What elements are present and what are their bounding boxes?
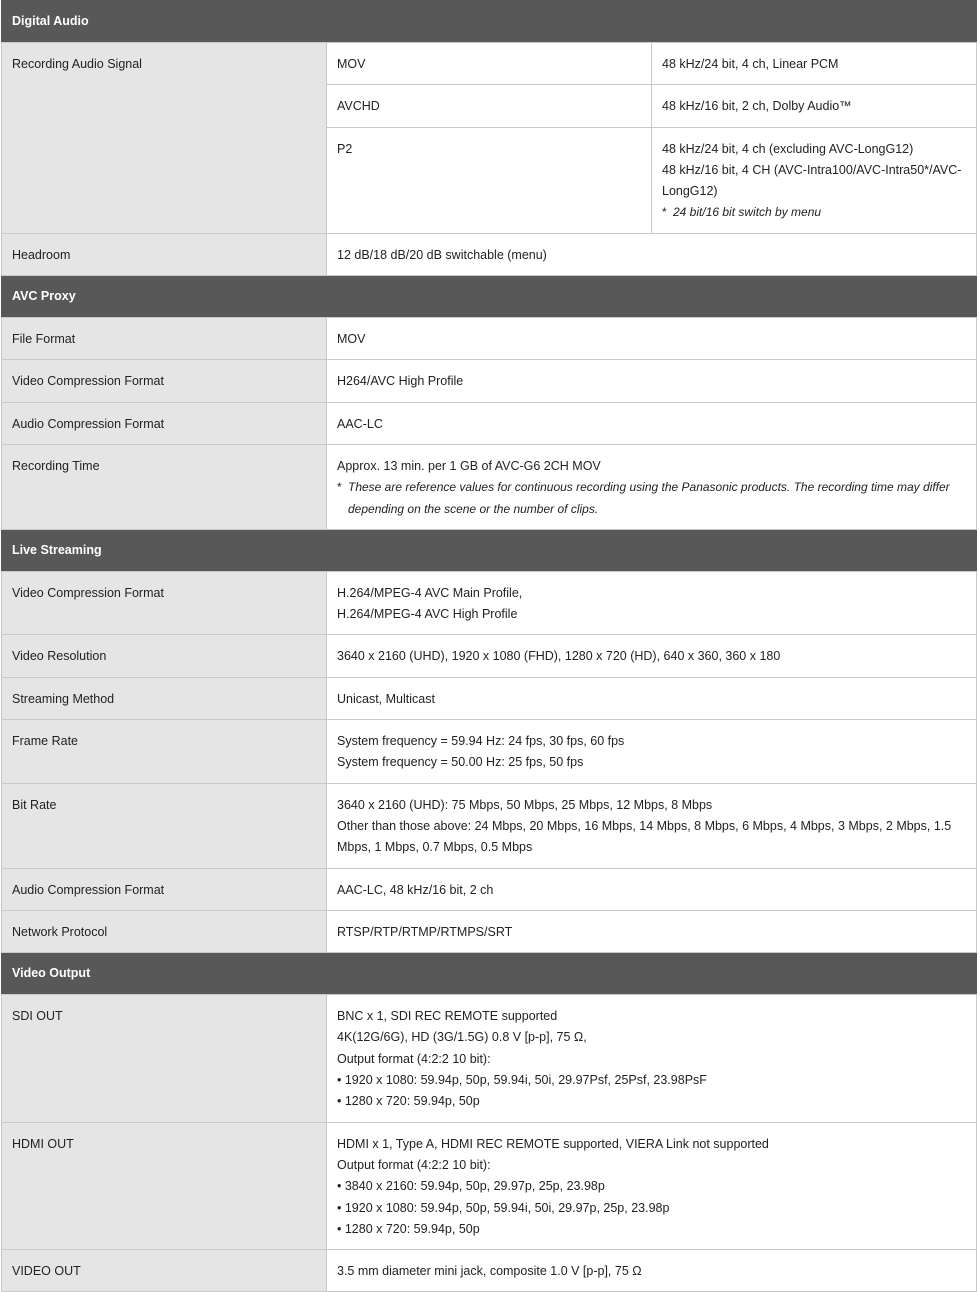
table-row (2, 677, 977, 719)
spec-value-bit-rate (327, 783, 977, 868)
spec-label-hdmi-out: HDMI OUT (2, 1122, 327, 1249)
spec-line: Other than those above: 24 Mbps, 20 Mbps, 16 Mbps, 14 Mbps, 8 Mbps, 6 Mbps, 4 Mbps, 3 Mbps, 2 Mbps, 1.5 Mbps, 1 Mbps, 0.7 Mbps, 0.5 Mbps (337, 818, 952, 855)
spec-value-video-out: 3.5 mm diameter mini jack, composite 1.0 V [p-p], 75 Ω (327, 1250, 977, 1292)
spec-line: • 1920 x 1080: 59.94p, 50p, 59.94i, 50i, 29.97p, 25p, 23.98p (337, 1200, 670, 1215)
spec-label-video-compression: Video Compression Format (2, 360, 327, 402)
spec-value-video-compression: H264/AVC High Profile (327, 360, 977, 402)
table-row (2, 868, 977, 910)
table-row (2, 444, 977, 529)
spec-value-mov: 48 kHz/24 bit, 4 ch, Linear PCM (652, 43, 977, 85)
spec-value-network-protocol: RTSP/RTP/RTMP/RTMPS/SRT (327, 910, 977, 952)
spec-label-sdi-out: SDI OUT (2, 995, 327, 1122)
spec-label-bit-rate: Bit Rate (2, 783, 327, 868)
spec-label-audio-compression: Audio Compression Format (2, 402, 327, 444)
section-header-row (2, 529, 977, 571)
section-header-row (2, 1, 977, 43)
spec-line: 48 kHz/16 bit, 4 CH (AVC-Intra100/AVC-Intra50*/AVC-LongG12) (662, 162, 962, 199)
spec-line: 4K(12G/6G), HD (3G/1.5G) 0.8 V [p-p], 75 Ω, (337, 1030, 587, 1045)
spec-table (1, 0, 977, 1292)
spec-label-video-compression: Video Compression Format (2, 571, 327, 635)
spec-label-video-out: VIDEO OUT (2, 1250, 327, 1292)
table-row (2, 995, 977, 1122)
spec-label-recording-audio-signal: Recording Audio Signal (2, 43, 327, 234)
spec-label-frame-rate: Frame Rate (2, 720, 327, 784)
table-row (2, 1122, 977, 1249)
note-mark: * (662, 205, 667, 220)
spec-note (662, 202, 966, 223)
spec-value-file-format: MOV (327, 318, 977, 360)
table-row (2, 635, 977, 677)
spec-line: Output format (4:2:2 10 bit): (337, 1157, 491, 1172)
table-row (2, 318, 977, 360)
note-text: 24 bit/16 bit switch by menu (673, 205, 822, 220)
spec-label-network-protocol: Network Protocol (2, 910, 327, 952)
spec-line: Output format (4:2:2 10 bit): (337, 1051, 491, 1066)
note-mark: * (337, 480, 342, 495)
section-title-avc-proxy: AVC Proxy (2, 276, 977, 318)
table-row (2, 43, 977, 85)
spec-line: System frequency = 59.94 Hz: 24 fps, 30 fps, 60 fps (337, 734, 625, 749)
spec-value-audio-compression: AAC-LC, 48 kHz/16 bit, 2 ch (327, 868, 977, 910)
table-row (2, 360, 977, 402)
table-row (2, 571, 977, 635)
section-header-row (2, 953, 977, 995)
table-row (2, 402, 977, 444)
spec-value-audio-compression: AAC-LC (327, 402, 977, 444)
spec-sublabel-p2: P2 (327, 127, 652, 233)
spec-label-streaming-method: Streaming Method (2, 677, 327, 719)
table-row (2, 910, 977, 952)
spec-value-recording-time (327, 444, 977, 529)
spec-note (337, 477, 966, 520)
spec-value-frame-rate (327, 720, 977, 784)
section-title-digital-audio: Digital Audio (2, 1, 977, 43)
spec-label-headroom: Headroom (2, 233, 327, 275)
spec-value-streaming-method: Unicast, Multicast (327, 677, 977, 719)
spec-value-headroom: 12 dB/18 dB/20 dB switchable (menu) (327, 233, 977, 275)
spec-value-sdi-out (327, 995, 977, 1122)
spec-line: BNC x 1, SDI REC REMOTE supported (337, 1009, 558, 1024)
spec-value-video-compression (327, 571, 977, 635)
section-header-row (2, 276, 977, 318)
table-row (2, 1250, 977, 1292)
spec-value-hdmi-out (327, 1122, 977, 1249)
note-text: These are reference values for continuous recording using the Panasonic products. The recording time may differ depending on the scene or the number of clips. (348, 480, 950, 516)
spec-label-audio-compression: Audio Compression Format (2, 868, 327, 910)
spec-value-video-resolution: 3640 x 2160 (UHD), 1920 x 1080 (FHD), 1280 x 720 (HD), 640 x 360, 360 x 180 (327, 635, 977, 677)
spec-value-avchd: 48 kHz/16 bit, 2 ch, Dolby Audio™ (652, 85, 977, 127)
spec-line: 48 kHz/24 bit, 4 ch (excluding AVC-LongG12) (662, 141, 914, 156)
spec-line: HDMI x 1, Type A, HDMI REC REMOTE supported, VIERA Link not supported (337, 1136, 769, 1151)
spec-line: Approx. 13 min. per 1 GB of AVC-G6 2CH MOV (337, 458, 601, 473)
spec-line: • 1920 x 1080: 59.94p, 50p, 59.94i, 50i, 29.97Psf, 25Psf, 23.98PsF (337, 1073, 707, 1088)
spec-label-file-format: File Format (2, 318, 327, 360)
spec-line: • 1280 x 720: 59.94p, 50p (337, 1221, 480, 1236)
table-row (2, 720, 977, 784)
spec-line: • 3840 x 2160: 59.94p, 50p, 29.97p, 25p, 23.98p (337, 1179, 605, 1194)
section-title-video-output: Video Output (2, 953, 977, 995)
spec-line: H.264/MPEG-4 AVC High Profile (337, 607, 518, 622)
spec-line: System frequency = 50.00 Hz: 25 fps, 50 fps (337, 755, 584, 770)
spec-sublabel-avchd: AVCHD (327, 85, 652, 127)
table-row (2, 783, 977, 868)
section-title-live-streaming: Live Streaming (2, 529, 977, 571)
spec-line: 3640 x 2160 (UHD): 75 Mbps, 50 Mbps, 25 Mbps, 12 Mbps, 8 Mbps (337, 797, 713, 812)
spec-label-video-resolution: Video Resolution (2, 635, 327, 677)
table-row (2, 233, 977, 275)
spec-sublabel-mov: MOV (327, 43, 652, 85)
spec-line: • 1280 x 720: 59.94p, 50p (337, 1094, 480, 1109)
spec-label-recording-time: Recording Time (2, 444, 327, 529)
spec-line: H.264/MPEG-4 AVC Main Profile, (337, 585, 523, 600)
spec-value-p2 (652, 127, 977, 233)
